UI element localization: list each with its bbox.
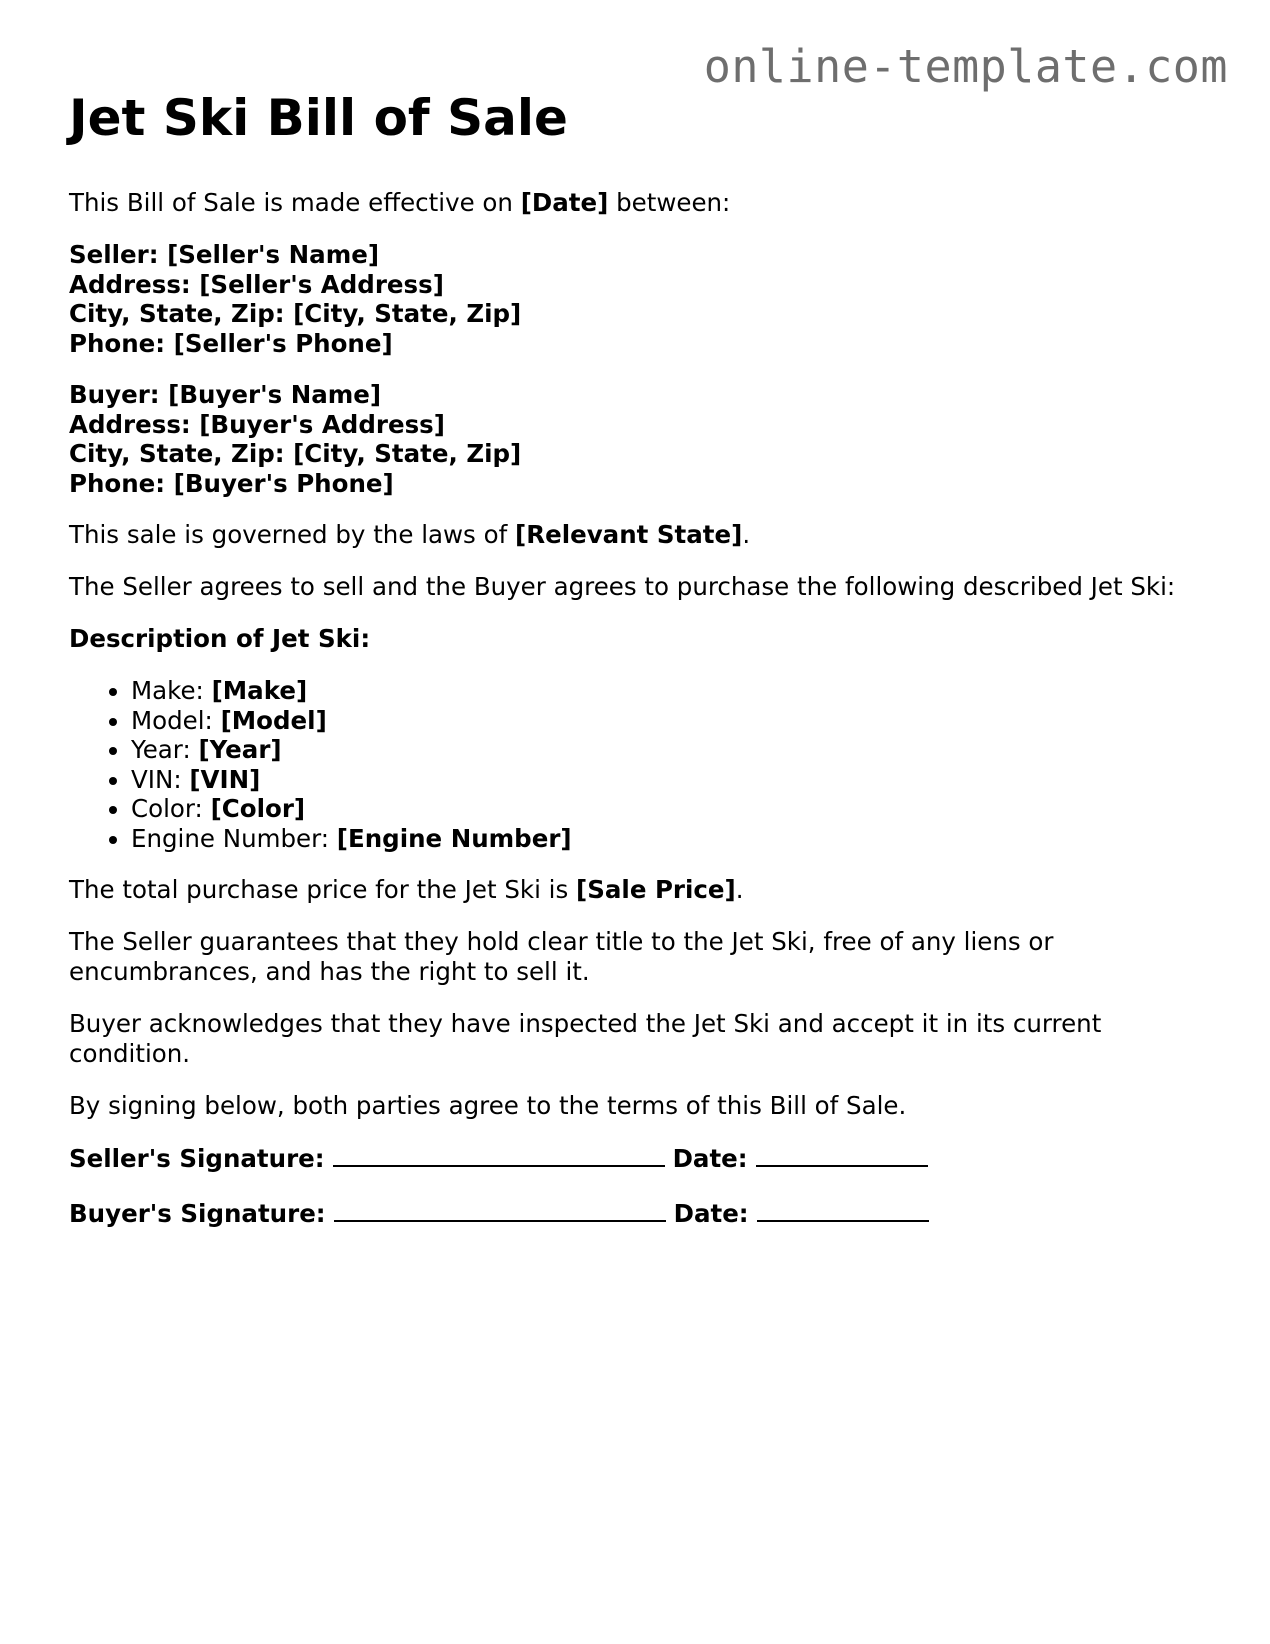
buyer-address: [Buyer's Address] — [199, 409, 445, 439]
description-list — [69, 676, 1219, 853]
buyer-address-line — [69, 410, 1219, 440]
seller-phone-line — [69, 329, 1219, 359]
seller-block — [69, 240, 1219, 358]
title-guarantee-paragraph: The Seller guarantees that they hold clear title to the Jet Ski, free of any liens or encumbrances, and has the right to sell it. — [69, 927, 1054, 986]
buyer-address-label: Address: — [69, 409, 191, 439]
buyer-name-label: Buyer: — [69, 380, 160, 409]
description-heading — [69, 624, 1219, 654]
price-suffix: . — [735, 875, 744, 904]
item-value: [VIN] — [189, 764, 261, 794]
seller-city: [City, State, Zip] — [293, 299, 522, 328]
intro-suffix: between: — [608, 188, 731, 217]
governing-suffix: . — [742, 520, 751, 549]
seller-phone: [Seller's Phone] — [173, 328, 393, 358]
buyer-city-line — [69, 439, 1219, 469]
governing-text: This sale is governed by the laws of — [69, 520, 516, 549]
item-label: Engine Number: — [131, 823, 337, 853]
seller-signature-field[interactable] — [333, 1143, 665, 1167]
seller-signature-line — [69, 1143, 1219, 1174]
description-heading-text: Description of Jet Ski: — [69, 624, 371, 653]
seller-signature-label: Seller's Signature: — [69, 1144, 325, 1173]
item-label: Model: — [131, 705, 221, 735]
buyer-name-line — [69, 380, 1219, 410]
document-title: Jet Ski Bill of Sale — [69, 89, 568, 147]
document — [69, 86, 1219, 1253]
list-item — [131, 824, 1219, 854]
buyer-signature-label: Buyer's Signature: — [69, 1199, 326, 1228]
seller-name-label: Seller: — [69, 240, 159, 269]
seller-address-line — [69, 270, 1219, 300]
sale-price-placeholder: [Sale Price] — [576, 875, 736, 904]
item-value: [Make] — [211, 676, 308, 705]
seller-city-line — [69, 299, 1219, 329]
buyer-city-label: City, State, Zip: — [69, 439, 285, 468]
item-value: [Model] — [220, 705, 327, 735]
governing-law-paragraph — [69, 520, 1219, 550]
buyer-city: [City, State, Zip] — [293, 439, 522, 468]
seller-address: [Seller's Address] — [199, 269, 444, 299]
watermark: online-template.com — [703, 40, 1228, 93]
intro-text: This Bill of Sale is made effective on — [69, 188, 521, 217]
intro-paragraph — [69, 188, 1219, 218]
item-value: [Engine Number] — [336, 823, 572, 853]
buyer-block — [69, 380, 1219, 498]
buyer-phone-label: Phone: — [69, 468, 166, 498]
item-label: Year: — [131, 735, 199, 764]
seller-city-label: City, State, Zip: — [69, 299, 285, 328]
list-item — [131, 765, 1219, 795]
buyer-phone: [Buyer's Phone] — [173, 468, 394, 498]
buyer-name: [Buyer's Name] — [168, 380, 382, 409]
price-text: The total purchase price for the Jet Ski is — [69, 875, 577, 904]
list-item — [131, 794, 1219, 824]
item-label: VIN: — [131, 764, 190, 794]
buyer-date-field[interactable] — [757, 1198, 929, 1222]
list-item — [131, 735, 1219, 765]
item-label: Color: — [131, 794, 211, 823]
seller-name-line — [69, 240, 1219, 270]
agreement-paragraph: The Seller agrees to sell and the Buyer agrees to purchase the following described Jet Ski: — [69, 572, 1176, 601]
price-paragraph — [69, 875, 1219, 905]
seller-phone-label: Phone: — [69, 328, 166, 358]
effective-date-placeholder: [Date] — [520, 188, 609, 217]
item-value: [Year] — [198, 735, 282, 764]
buyer-date-label: Date: — [673, 1199, 749, 1228]
item-label: Make: — [131, 676, 212, 705]
seller-date-field[interactable] — [756, 1143, 928, 1167]
buyer-signature-line — [69, 1198, 1219, 1229]
buyer-phone-line — [69, 469, 1219, 499]
seller-address-label: Address: — [69, 269, 191, 299]
inspection-paragraph: Buyer acknowledges that they have inspected the Jet Ski and accept it in its current condition. — [69, 1009, 1102, 1068]
list-item — [131, 706, 1219, 736]
seller-name: [Seller's Name] — [167, 240, 380, 269]
seller-date-label: Date: — [672, 1144, 748, 1173]
relevant-state-placeholder: [Relevant State] — [515, 520, 743, 549]
buyer-signature-field[interactable] — [334, 1198, 666, 1222]
closing-paragraph: By signing below, both parties agree to the terms of this Bill of Sale. — [69, 1091, 907, 1120]
list-item — [131, 676, 1219, 706]
item-value: [Color] — [210, 794, 306, 823]
